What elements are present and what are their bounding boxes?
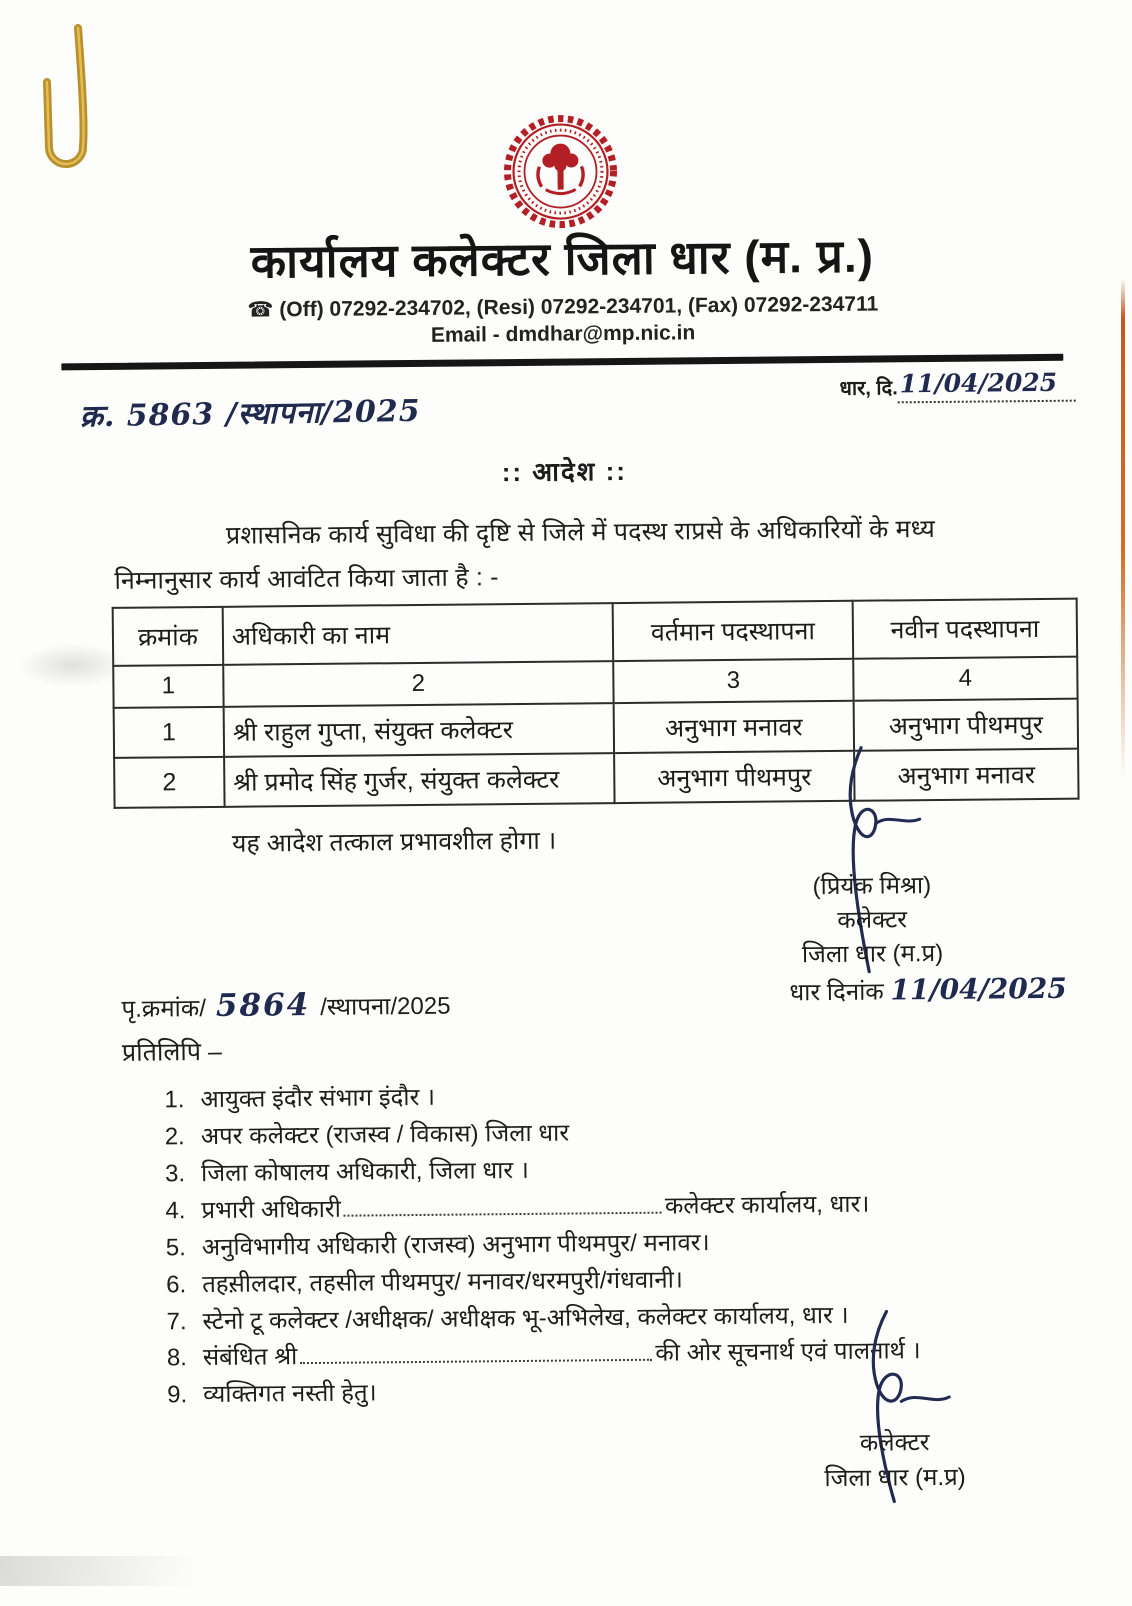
office-title: कार्यालय कलेक्टर जिला धार (म. प्र.) [250, 229, 875, 288]
footer-district: जिला धार (म.प्र) [824, 1463, 966, 1493]
col-header-name: अधिकारी का नाम [223, 603, 614, 665]
footer-designation: कलेक्टर [859, 1429, 930, 1457]
endorsement-ref-prefix: पृ.क्रमांक/ [121, 995, 207, 1023]
reference-number-handwritten: क्र. 5863 /स्थापना/2025 [79, 393, 421, 435]
copy-item-number: 7. [166, 1308, 187, 1336]
mp-government-seal-icon [499, 110, 622, 233]
date-dotted-line [898, 367, 1076, 404]
col-number-2: 2 [223, 661, 613, 707]
copy-item-text: अनुविभागीय अधिकारी (राजस्व) अनुभाग पीथमपुर/ मनावर। [201, 1229, 710, 1262]
signatory-date-label: धार दिनांक [789, 978, 884, 1007]
copy-item-7 [166, 1298, 848, 1338]
copy-item-number: 8. [166, 1344, 188, 1372]
row1-current: अनुभाग मनावर [614, 701, 854, 753]
copy-item-number: 6. [166, 1271, 187, 1299]
col-number-4: 4 [853, 657, 1077, 701]
signatory-place-date [789, 972, 1067, 1009]
signatory-name: (प्रियंक मिश्रा) [812, 872, 932, 901]
table-header-row [113, 599, 1078, 666]
copy-item-text: आयुक्त इंदौर संभाग इंदौर । [200, 1083, 436, 1114]
row2-current: अनुभाग पीथमपुर [614, 751, 854, 803]
order-effective-line: यह आदेश तत्काल प्रभावशील होगा । [231, 826, 557, 858]
copy-item-1 [164, 1080, 435, 1116]
copy-item-number: 9. [167, 1381, 188, 1409]
phone-line: ☎ (Off) 07292-234702, (Resi) 07292-234701, (Fax) 07292-234711 [247, 292, 879, 322]
signatory-designation: कलेक्टर [837, 906, 908, 934]
copy-item-text: तहस़ीलदार, तहसील पीथमपुर/ मनावर/धरमपुरी/गंधवानी। [202, 1266, 684, 1299]
copy-item-number: 5. [165, 1234, 186, 1262]
footer-signatory-block [780, 1424, 1011, 1496]
header-divider [61, 354, 1063, 371]
signatory-district: जिला धार (म.प्र) [801, 939, 944, 969]
copy-item-text: जिला कोषालय अधिकारी, जिला धार । [200, 1156, 530, 1188]
endorsement-ref-number-handwritten: 5864 [215, 987, 311, 1024]
copy-item-text: स्टेनो टू कलेक्टर /अधीक्षक/ अधीक्षक भू-अभिलेख, कलेक्टर कार्यालय, धार । [202, 1301, 849, 1336]
copy-item-text-suffix: की ओर सूचनार्थ एवं पालनार्थ । [655, 1337, 921, 1367]
col-header-current: वर्तमान पदस्थापना [613, 601, 854, 661]
copy-item-2 [165, 1116, 570, 1153]
copy-item-3 [165, 1153, 529, 1189]
copy-item-5 [166, 1225, 710, 1263]
row1-new: अनुभाग पीथमपुर [854, 699, 1078, 751]
copy-to-label: प्रतिलिपि – [121, 1037, 222, 1067]
row1-name: श्री राहुल गुप्ता, संयुक्त कलेक्टर [224, 703, 614, 757]
copy-item-4 [165, 1187, 869, 1227]
copy-item-text: व्यक्तिगत नस्ती हेतु। [203, 1379, 377, 1409]
row1-sno: 1 [114, 707, 224, 758]
col-header-sno: क्रमांक [113, 607, 224, 666]
row2-name: श्री प्रमोद सिंह गुर्जर, संयुक्त कलेक्टर [224, 753, 614, 807]
copy-item-text-suffix: कलेक्टर कार्यालय, धार। [664, 1190, 870, 1220]
col-number-3: 3 [613, 659, 853, 703]
dotted-leader [300, 1342, 652, 1364]
date-handwritten: 11/04/2025 [899, 367, 1058, 399]
place-date-label: धार, दि. [839, 377, 898, 400]
paper-corner-shadow [0, 1556, 260, 1586]
dotted-leader [344, 1195, 662, 1217]
copy-item-8 [167, 1333, 921, 1373]
endorsement-reference [121, 986, 450, 1025]
copy-item-9 [167, 1375, 377, 1410]
signatory-date-handwritten: 11/04/2025 [890, 971, 1067, 1007]
copy-item-number: 2. [164, 1123, 185, 1151]
signatory-block [754, 868, 990, 972]
order-title: :: आदेश :: [501, 455, 628, 488]
email-line: Email - dmdhar@mp.nic.in [430, 321, 696, 347]
copy-item-number: 1. [164, 1086, 185, 1114]
col-header-new: नवीन पदस्थापना [853, 599, 1078, 659]
copy-item-text: संबंधित श्री [202, 1343, 298, 1372]
scan-smudge [18, 643, 128, 688]
copy-item-text: अपर कलेक्टर (राजस्व / विकास) जिला धार [200, 1119, 570, 1151]
copy-item-number: 3. [164, 1160, 186, 1188]
copy-item-number: 4. [165, 1197, 186, 1225]
endorsement-ref-suffix: /स्थापना/2025 [320, 992, 451, 1021]
order-paragraph-line2: निम्नानुसार कार्य आवंटित किया जाता है : - [114, 563, 499, 595]
row2-new: अनुभाग मनावर [854, 749, 1078, 801]
row2-sno: 2 [114, 757, 224, 808]
col-number-1: 1 [113, 665, 223, 708]
order-paragraph-line1: प्रशासनिक कार्य सुविधा की दृष्टि से जिले में पदस्थ राप्रसे के अधिकारियों के मध्य [225, 514, 936, 550]
place-date-line [839, 367, 1075, 404]
copy-item-text: प्रभारी अधिकारी [201, 1195, 342, 1225]
copy-item-6 [166, 1262, 683, 1300]
